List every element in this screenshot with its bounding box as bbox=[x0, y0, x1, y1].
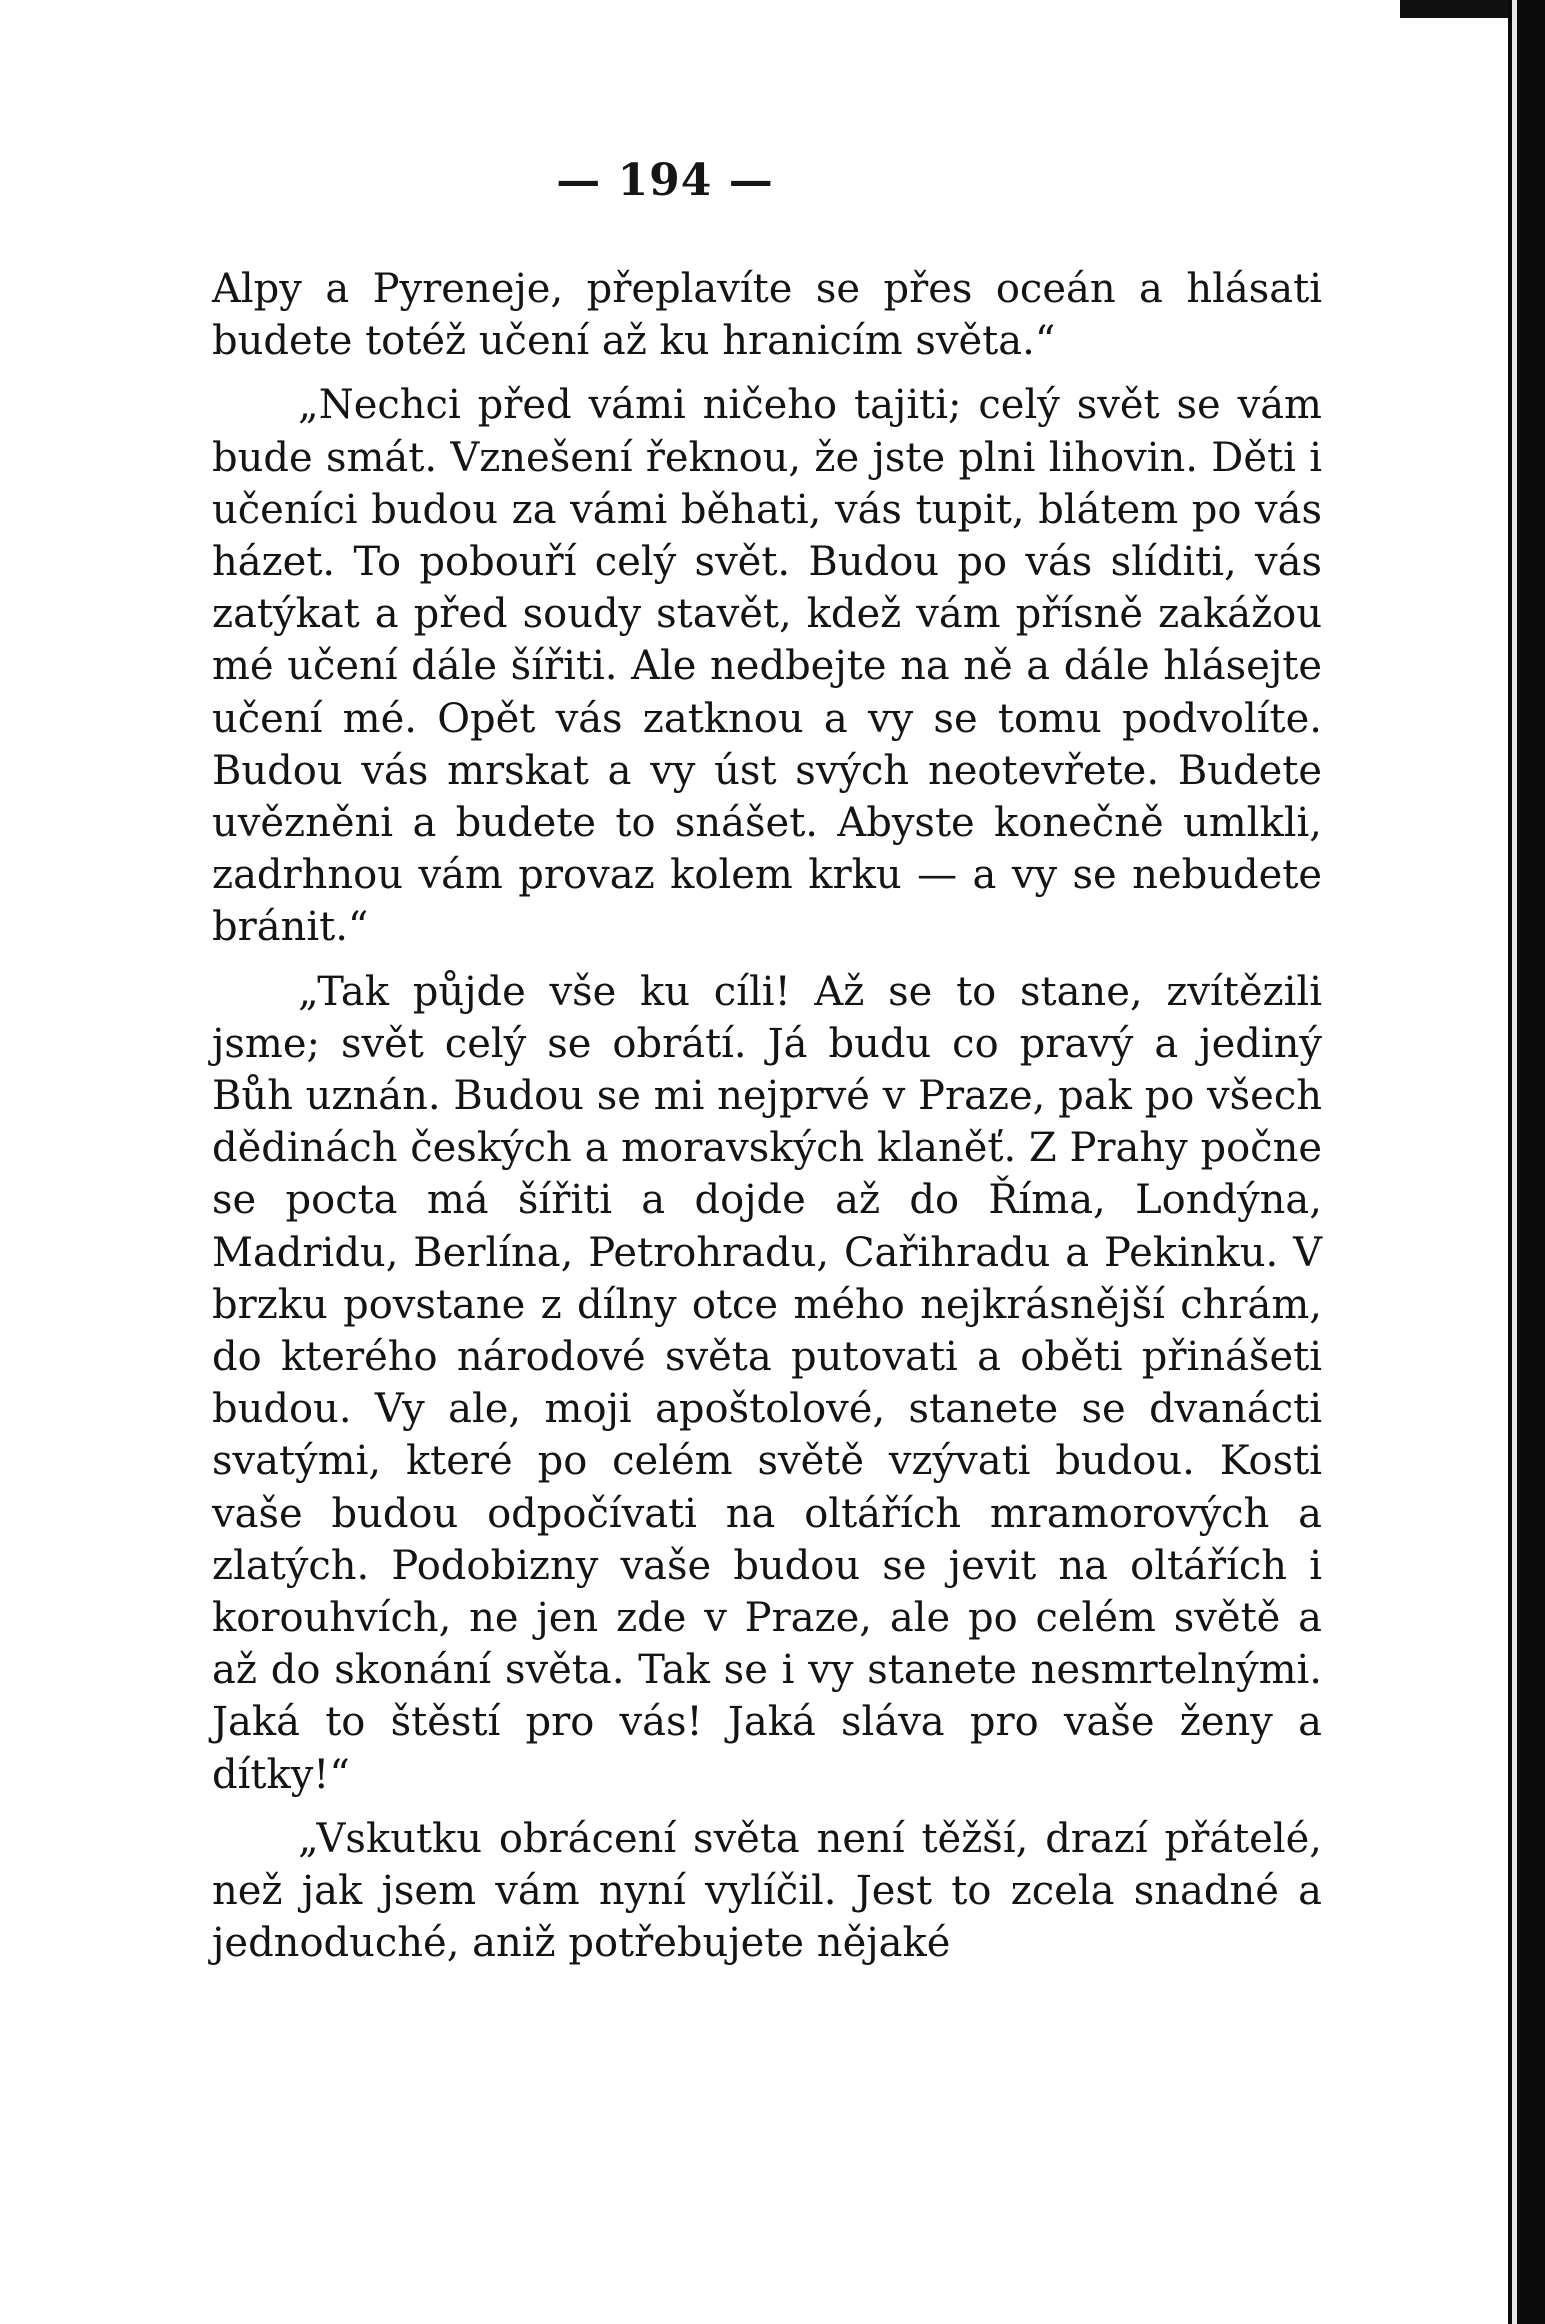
paragraph-2: „Nechci před vámi ničeho tajiti; celý svět se vám bude smát. Vznešení řeknou, že jste plni lihovin. Děti i učeníci budou za vámi běhati, vás tupit, blátem po vás házet. To pobouří celý svět. Budou po vás slíditi, vás zatýkat a před soudy stavět, kdež vám přísně zakážou mé učení dále šířiti. Ale nedbejte na ně a dále hlásejte učení mé. Opět vás zatknou a vy se tomu podvolíte. Budou vás mrskat a vy úst svých neotevřete. Budete uvězněni a budete to snášet. Abyste konečně umlkli, zadrhnou vám provaz kolem krku — a vy se nebudete bránit.“ bbox=[212, 382, 1322, 951]
page-number: — 194 — bbox=[556, 155, 774, 206]
page-edge-line bbox=[1512, 0, 1517, 2324]
scan-shadow bbox=[1400, 0, 1508, 18]
paragraph-1: Alpy a Pyreneje, přeplavíte se přes oceán a hlásati budete totéž učení až ku hranicím světa.“ bbox=[212, 266, 1322, 365]
paragraph-4: „Vskutku obrácení světa není těžší, drazí přátelé, než jak jsem vám nyní vylíčil. Jest to zcela snadné a jednoduché, aniž potřebujete nějaké bbox=[212, 1815, 1322, 1967]
body-text bbox=[212, 263, 1322, 1970]
paragraph-3: „Tak půjde vše ku cíli! Až se to stane, zvítězili jsme; svět celý se obrátí. Já budu co pravý a jediný Bůh uznán. Budou se mi nejprvé v Praze, pak po všech dědinách českých a moravských klaněť. Z Prahy počne se pocta má šířiti a dojde až do Říma, Londýna, Madridu, Berlína, Petrohradu, Cařihradu a Pekinku. V brzku povstane z dílny otce mého nejkrásnější chrám, do kterého národové světa putovati a oběti přinášeti budou. Vy ale, moji apoštolové, stanete se dvanácti svatými, které po celém světě vzývati budou. Kosti vaše budou odpočívati na oltářích mramorových a zlatých. Podobizny vaše budou se jevit na oltářích i korouhvích, ne jen zde v Praze, ale po celém světě a až do skonání světa. Tak se i vy stanete nesmrtelnými. Jaká to štěstí pro vás! Jaká sláva pro vaše ženy a dítky!“ bbox=[212, 968, 1322, 1798]
